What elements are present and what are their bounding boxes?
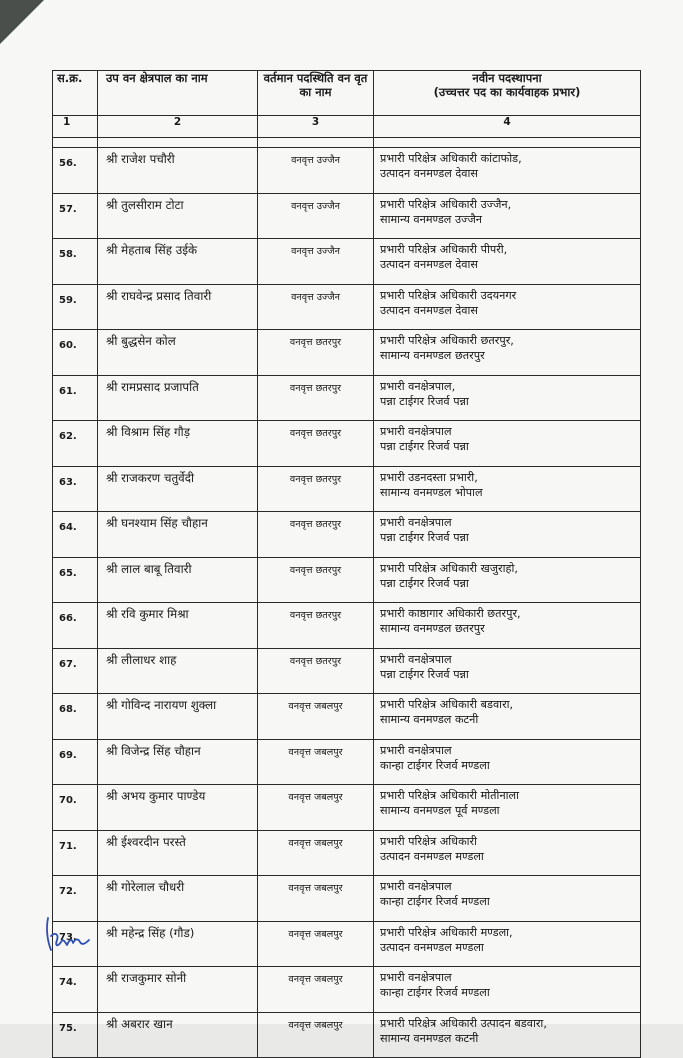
header-new-posting: [374, 71, 641, 116]
new-posting: [374, 694, 641, 740]
new-posting-line2: उत्पादन वनमण्डल मण्डला: [380, 849, 484, 863]
serial-number: 68.: [53, 694, 98, 740]
new-posting: [374, 148, 641, 194]
new-posting-line2: पन्ना टाईगर रिजर्व पन्ना: [380, 531, 469, 544]
serial-number: 63.: [53, 466, 98, 512]
new-posting: [374, 739, 641, 785]
officer-name: श्री लीलाधर शाह: [98, 648, 258, 694]
table-row: [53, 967, 641, 1013]
new-posting-line2: पन्ना टाईगर रिजर्व पन्ना: [380, 394, 469, 408]
current-circle: वनवृत्त जबलपुर: [258, 739, 374, 785]
new-posting-line1: प्रभारी वनक्षेत्रपाल,: [380, 379, 456, 393]
column-number: 2: [98, 116, 258, 138]
serial-number: 71.: [53, 830, 98, 876]
table-header-row: [53, 71, 641, 116]
new-posting-line2: उत्पादन वनमण्डल देवास: [380, 167, 478, 180]
current-circle: वनवृत्त जबलपुर: [258, 876, 374, 922]
new-posting-line1: प्रभारी परिक्षेत्र अधिकारी पीपरी,: [380, 243, 508, 256]
current-circle: वनवृत्त छतरपुर: [258, 330, 374, 376]
serial-number: 62.: [53, 421, 98, 467]
new-posting-line1: प्रभारी वनक्षेत्रपाल: [380, 971, 452, 984]
new-posting-line2: सामान्य वनमण्डल छतरपुर: [380, 622, 485, 635]
table-row: [53, 694, 641, 740]
new-posting-line1: प्रभारी परिक्षेत्र अधिकारी उज्जैन,: [380, 197, 512, 211]
officer-name: श्री बुद्धसेन कोल: [98, 330, 258, 376]
new-posting-line2: सामान्य वनमण्डल कटनी: [380, 713, 479, 726]
new-posting-line1: प्रभारी काष्ठागार अधिकारी छतरपुर,: [380, 607, 521, 620]
serial-number: 60.: [53, 330, 98, 376]
page-corner-shadow: [0, 0, 44, 44]
table-row: [53, 239, 641, 285]
new-posting-line1: प्रभारी परिक्षेत्र अधिकारी खजुराहो,: [380, 561, 518, 575]
new-posting-line2: कान्हा टाईगर रिजर्व मण्डला: [380, 986, 490, 999]
officer-name: श्री राजकुमार सोनी: [98, 967, 258, 1013]
new-posting-line2: सामान्य वनमण्डल भोपाल: [380, 485, 483, 499]
new-posting-line1: प्रभारी परिक्षेत्र अधिकारी उत्पादन बडवारा,: [380, 1016, 547, 1030]
column-number: 3: [258, 116, 374, 138]
new-posting-line1: प्रभारी परिक्षेत्र अधिकारी उदयनगर: [380, 288, 517, 302]
new-posting-line2: सामान्य वनमण्डल उज्जैन: [380, 212, 482, 226]
serial-number: 64.: [53, 512, 98, 558]
officer-name: श्री रवि कुमार मिश्रा: [98, 603, 258, 649]
new-posting-line1: प्रभारी उडनदस्ता प्रभारी,: [380, 470, 478, 484]
officer-name: श्री घनश्याम सिंह चौहान: [98, 512, 258, 558]
header-name: उप वन क्षेत्रपाल का नाम: [98, 71, 258, 116]
new-posting: [374, 830, 641, 876]
officer-name: श्री राघवेन्द्र प्रसाद तिवारी: [98, 284, 258, 330]
new-posting: [374, 330, 641, 376]
serial-number: 67.: [53, 648, 98, 694]
serial-number: 57.: [53, 193, 98, 239]
table-row: [53, 193, 641, 239]
table-row: [53, 557, 641, 603]
serial-number: 75.: [53, 1012, 98, 1058]
current-circle: वनवृत्त छतरपुर: [258, 421, 374, 467]
new-posting-line2: कान्हा टाईगर रिजर्व मण्डला: [380, 895, 490, 908]
new-posting: [374, 284, 641, 330]
table-row: [53, 466, 641, 512]
new-posting-line1: प्रभारी परिक्षेत्र अधिकारी: [380, 834, 478, 848]
posting-table: [52, 70, 641, 1058]
current-circle: वनवृत्त उज्जैन: [258, 148, 374, 194]
column-number: 4: [374, 116, 641, 138]
new-posting-line2: सामान्य वनमण्डल छतरपुर: [380, 349, 485, 362]
new-posting: [374, 1012, 641, 1058]
table-row: [53, 1012, 641, 1058]
serial-number: 72.: [53, 876, 98, 922]
current-circle: वनवृत्त जबलपुर: [258, 921, 374, 967]
officer-name: श्री ईश्वरदीन परस्ते: [98, 830, 258, 876]
new-posting-line2: उत्पादन वनमण्डल मण्डला: [380, 940, 484, 954]
officer-name: श्री राजकरण चतुर्वेदी: [98, 466, 258, 512]
serial-number: 69.: [53, 739, 98, 785]
serial-number: 74.: [53, 967, 98, 1013]
new-posting-line1: प्रभारी परिक्षेत्र अधिकारी मण्डला,: [380, 925, 513, 939]
new-posting-line1: प्रभारी परिक्षेत्र अधिकारी मोतीनाला: [380, 789, 520, 802]
new-posting: [374, 193, 641, 239]
serial-number: 59.: [53, 284, 98, 330]
officer-name: श्री राजेश पचौरी: [98, 148, 258, 194]
current-circle: वनवृत्त जबलपुर: [258, 785, 374, 831]
table-row: [53, 330, 641, 376]
serial-number: 56.: [53, 148, 98, 194]
header-current-posting: वर्तमान पदस्थिति वन वृत का नाम: [258, 71, 374, 116]
header-new-posting-title: नवीन पदस्थापना: [472, 71, 542, 85]
current-circle: वनवृत्त उज्जैन: [258, 239, 374, 285]
new-posting-line2: पन्ना टाईगर रिजर्व पन्ना: [380, 667, 469, 681]
spacer-row: [53, 138, 641, 148]
new-posting: [374, 239, 641, 285]
new-posting-line2: पन्ना टाईगर रिजर्व पन्ना: [380, 576, 469, 590]
new-posting-line1: प्रभारी वनक्षेत्रपाल: [380, 743, 452, 757]
current-circle: वनवृत्त छतरपुर: [258, 466, 374, 512]
new-posting: [374, 921, 641, 967]
new-posting-line2: पन्ना टाईगर रिजर्व पन्ना: [380, 440, 469, 453]
table-row: [53, 148, 641, 194]
table-row: [53, 921, 641, 967]
new-posting: [374, 648, 641, 694]
new-posting-line1: प्रभारी वनक्षेत्रपाल: [380, 425, 452, 438]
current-circle: वनवृत्त छतरपुर: [258, 512, 374, 558]
officer-name: श्री लाल बाबू तिवारी: [98, 557, 258, 603]
new-posting: [374, 466, 641, 512]
current-circle: वनवृत्त छतरपुर: [258, 603, 374, 649]
table-row: [53, 375, 641, 421]
officer-name: श्री विजेन्द्र सिंह चौहान: [98, 739, 258, 785]
officer-name: श्री गोविन्द नारायण शुक्ला: [98, 694, 258, 740]
officer-name: श्री गोरेलाल चौधरी: [98, 876, 258, 922]
officer-name: श्री मेहताब सिंह उईके: [98, 239, 258, 285]
new-posting-line1: प्रभारी परिक्षेत्र अधिकारी कांटाफोड,: [380, 152, 522, 165]
serial-number: 65.: [53, 557, 98, 603]
header-serial: स.क्र.: [53, 71, 98, 116]
officer-name: श्री अभय कुमार पाण्डेय: [98, 785, 258, 831]
new-posting-line1: प्रभारी वनक्षेत्रपाल: [380, 652, 452, 666]
new-posting-line1: प्रभारी वनक्षेत्रपाल: [380, 516, 452, 529]
new-posting-line2: सामान्य वनमण्डल पूर्व मण्डला: [380, 804, 500, 817]
current-circle: वनवृत्त जबलपुर: [258, 694, 374, 740]
serial-number: 73.: [53, 921, 98, 967]
new-posting: [374, 967, 641, 1013]
new-posting: [374, 375, 641, 421]
new-posting: [374, 421, 641, 467]
current-circle: वनवृत्त छतरपुर: [258, 648, 374, 694]
column-number: 1: [53, 116, 98, 138]
table-row: [53, 603, 641, 649]
new-posting-line2: कान्हा टाईगर रिजर्व मण्डला: [380, 758, 490, 772]
officer-name: श्री महेन्द्र सिंह (गौड): [98, 921, 258, 967]
current-circle: वनवृत्त छतरपुर: [258, 557, 374, 603]
table-row: [53, 830, 641, 876]
table-row: [53, 512, 641, 558]
serial-number: 61.: [53, 375, 98, 421]
new-posting: [374, 512, 641, 558]
table-body: [53, 148, 641, 1058]
current-circle: वनवृत्त उज्जैन: [258, 284, 374, 330]
header-new-posting-subtitle: (उच्चत्तर पद का कार्यवाहक प्रभार): [433, 85, 581, 99]
table-row: [53, 739, 641, 785]
serial-number: 70.: [53, 785, 98, 831]
current-circle: वनवृत्त जबलपुर: [258, 1012, 374, 1058]
column-number-row: [53, 116, 641, 138]
new-posting: [374, 603, 641, 649]
officer-name: श्री रामप्रसाद प्रजापति: [98, 375, 258, 421]
table-row: [53, 876, 641, 922]
table-row: [53, 648, 641, 694]
current-circle: वनवृत्त जबलपुर: [258, 830, 374, 876]
new-posting-line2: सामान्य वनमण्डल कटनी: [380, 1031, 479, 1045]
table-row: [53, 284, 641, 330]
new-posting-line2: उत्पादन वनमण्डल देवास: [380, 303, 478, 317]
new-posting: [374, 785, 641, 831]
new-posting-line1: प्रभारी परिक्षेत्र अधिकारी बडवारा,: [380, 698, 514, 711]
current-circle: वनवृत्त जबलपुर: [258, 967, 374, 1013]
serial-number: 66.: [53, 603, 98, 649]
current-circle: वनवृत्त छतरपुर: [258, 375, 374, 421]
new-posting: [374, 557, 641, 603]
new-posting: [374, 876, 641, 922]
new-posting-line1: प्रभारी परिक्षेत्र अधिकारी छतरपुर,: [380, 334, 514, 347]
officer-name: श्री अबरार खान: [98, 1012, 258, 1058]
officer-name: श्री विश्राम सिंह गौड़: [98, 421, 258, 467]
new-posting-line2: उत्पादन वनमण्डल देवास: [380, 258, 478, 271]
handwritten-initials-signature: [42, 912, 94, 956]
serial-number: 58.: [53, 239, 98, 285]
table-row: [53, 421, 641, 467]
current-circle: वनवृत्त उज्जैन: [258, 193, 374, 239]
table-row: [53, 785, 641, 831]
new-posting-line1: प्रभारी वनक्षेत्रपाल: [380, 880, 452, 893]
officer-name: श्री तुलसीराम टोटा: [98, 193, 258, 239]
